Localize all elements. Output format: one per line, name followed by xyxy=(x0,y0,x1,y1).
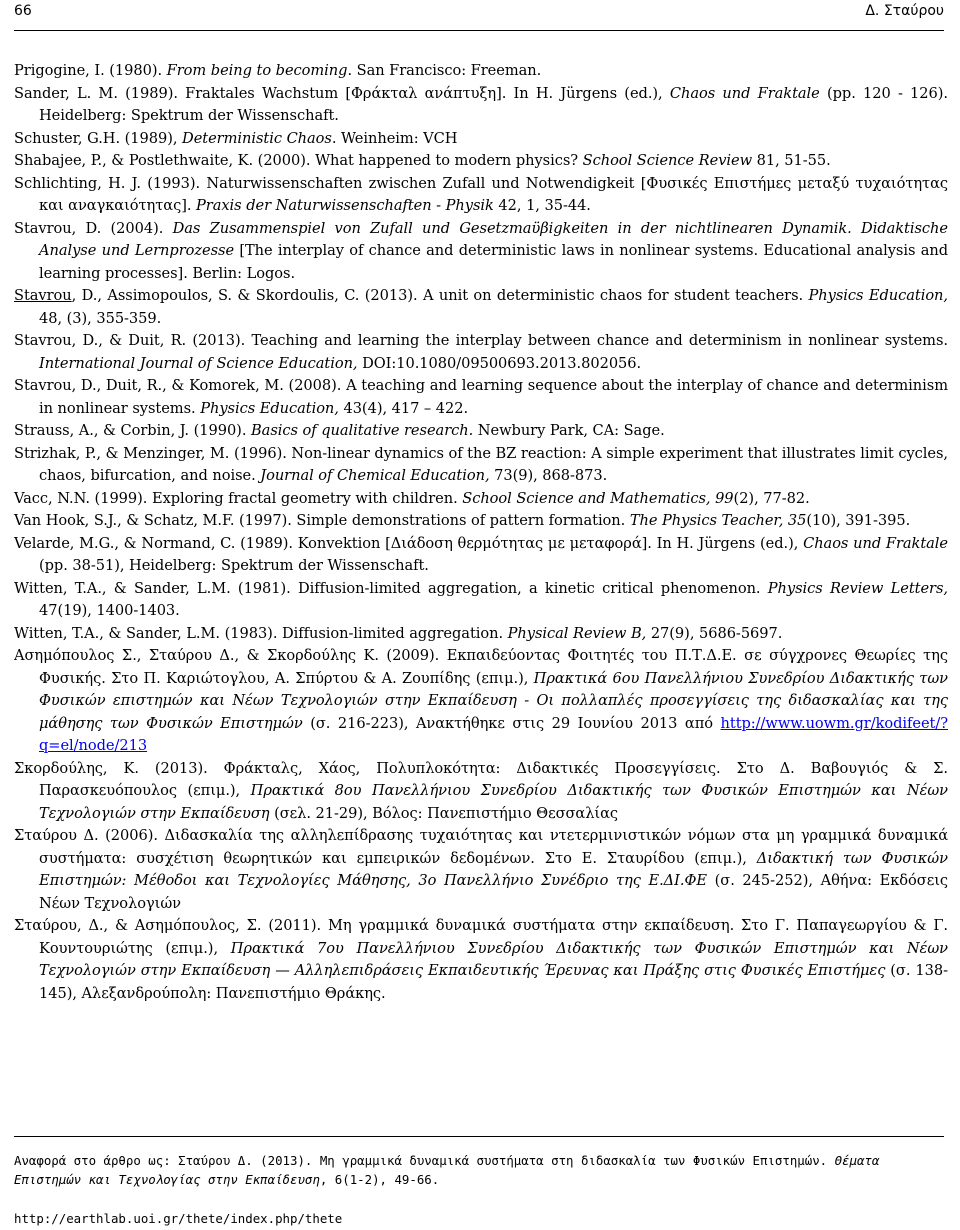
reference-title: Physics Education, xyxy=(808,287,948,304)
reference-title: School Science Review xyxy=(582,152,753,169)
reference-title: Das Zusammenspiel von Zufall und Gesetzmaϋβigkeiten in der nichtlinearen Dynamik. Didaktische Analyse und Lernprozesse xyxy=(39,219,948,259)
reference-entry xyxy=(14,533,948,578)
reference-title: Journal of Chemical Education, xyxy=(260,467,490,484)
reference-entry xyxy=(14,645,948,758)
reference-text: Vacc, N.N. (1999). Exploring fractal geometry with children. xyxy=(14,489,463,507)
reference-details: 48, (3), 355-359. xyxy=(39,309,162,327)
reference-text: Σταύρου, Δ., & Ασημόπουλος, Σ. (2011). Μη γραμμικά δυναμικά συστήματα στην εκπαίδευση. Στο Γ. Παπαγεωργίου & Γ. Κουντουριώτης (επιμ.), xyxy=(14,917,948,957)
reference-title: Πρακτικά 6ου Πανελλήνιου Συνεδρίου Διδακτικής των Φυσικών επιστημών και Νέων Τεχνολογιών στην Εκπαίδευση - Οι πολλαπλές προσεγγίσεις της διδασκαλίας και της μάθησης των Φυσικών Επιστημών xyxy=(39,669,948,732)
reference-entry xyxy=(14,83,948,128)
reference-text: Schlichting, H. J. (1993). Naturwissenschaften zwischen Zufall und Notwendigkeit [Φυσικές Επιστήμες μεταξύ τυχαιότητας και αναγκαιότητας]. xyxy=(14,174,948,214)
reference-text: Strizhak, P., & Menzinger, M. (1996). Non-linear dynamics of the BZ reaction: A simple experiment that illustrates limit cycles, chaos, bifurcation, and noise. xyxy=(14,444,948,484)
reference-title: Physics Education, xyxy=(200,399,339,417)
reference-text: Stavrou, D., Duit, R., & Komorek, M. (2008). A teaching and learning sequence about the interplay of chance and determinism in nonlinear systems. xyxy=(14,377,948,417)
reference-entry xyxy=(14,330,948,375)
reference-entry xyxy=(14,758,948,826)
reference-text: , D., Assimopoulos, S. & Skordoulis, C. (2013). A unit on deterministic chaos for student teachers. xyxy=(71,287,809,304)
reference-title: The Physics Teacher, 35 xyxy=(629,512,807,529)
reference-details: 47(19), 1400-1403. xyxy=(39,602,180,619)
reference-details: [The interplay of chance and deterministic laws in nonlinear systems. Educational analysis and learning processes]. Berlin: Logos. xyxy=(39,242,948,282)
reference-text: Σταύρου Δ. (2006). Διδασκαλία της αλληλεπίδρασης τυχαιότητας και ντετερμινιστικών νόμων στα μη γραμμικά δυναμικά συστήματα: συσχέτιση θεωρητικών και εμπειρικών δεδομένων. Στο Ε. Σταυρίδου (επιμ.), xyxy=(14,827,948,867)
reference-title: Chaos und Fraktale xyxy=(803,534,948,552)
reference-details: (pp. 38-51), Heidelberg: Spektrum der Wissenschaft. xyxy=(39,557,429,574)
reference-details: 81, 51-55. xyxy=(752,152,831,169)
reference-details: (pp. 120 - 126). Heidelberg: Spektrum der Wissenschaft. xyxy=(39,84,948,124)
reference-details: (σ. 138- 145), Αλεξανδρούπολη: Πανεπιστήμιο Θράκης. xyxy=(39,962,948,1002)
reference-text: Velarde, M.G., & Normand, C. (1989). Konvektion [Διάδοση θερμότητας με μεταφορά]. In H. Jürgens (ed.), xyxy=(14,534,804,552)
reference-entry xyxy=(14,915,948,1005)
reference-details: (σ. 216-223), Ανακτήθηκε στις 29 Ιουνίου 2013 από xyxy=(302,714,721,732)
reference-entry xyxy=(14,285,948,330)
reference-title: Chaos und Fraktale xyxy=(669,84,820,102)
reference-title: International Journal of Science Education, xyxy=(39,354,358,372)
citation-note: Αναφορά στο άρθρο ως: Σταύρου Δ. (2013). Μη γραμμικά δυναμικά συστήματα στη διδασκαλία των Φυσικών Επιστημών. Θέματα Επιστημών και Τεχνολογίας στην Εκπαίδευση, 6(1-2), 49-66. xyxy=(14,1153,880,1187)
page-number: 66 xyxy=(14,3,32,19)
reference-details: 42, 1, 35-44. xyxy=(493,197,591,214)
reference-entry xyxy=(14,488,948,511)
page-header xyxy=(14,0,944,31)
reference-title: Deterministic Chaos xyxy=(182,129,332,147)
reference-entry xyxy=(14,623,948,646)
reference-details: 27(9), 5686-5697. xyxy=(646,624,783,642)
reference-text: Stavrou, D. (2004). xyxy=(14,219,173,237)
reference-entry xyxy=(14,60,948,83)
page-footer xyxy=(14,1136,944,1228)
reference-entry xyxy=(14,375,948,420)
reference-details: DOI:10.1080/09500693.2013.802056. xyxy=(357,354,642,372)
reference-text: Shabajee, P., & Postlethwaite, K. (2000). What happened to modern physics? xyxy=(14,152,583,169)
reference-text: Sander, L. M. (1989). Fraktales Wachstum [Φράκταλ ανάπτυξη]. In H. Jürgens (ed.), xyxy=(14,84,670,102)
reference-title: Basics of qualitative research. xyxy=(251,422,474,439)
reference-title: Physical Review B, xyxy=(507,624,647,642)
reference-details: Newbury Park, CA: Sage. xyxy=(473,422,665,439)
reference-entry xyxy=(14,825,948,915)
reference-text: Prigogine, I. (1980). xyxy=(14,62,167,79)
reference-details: . San Francisco: Freeman. xyxy=(347,62,542,79)
reference-details: (σελ. 21-29), Βόλος: Πανεπιστήμιο Θεσσαλίας xyxy=(269,804,619,822)
reference-title: Διδακτική των Φυσικών Επιστημών: Μέθοδοι και Τεχνολογίες Μάθησης, 3ο Πανελλήνιο Συνέδριο της Ε.ΔΙ.ΦΕ xyxy=(39,849,948,889)
reference-title: School Science and Mathematics, 99 xyxy=(462,489,734,507)
running-head-author: Δ. Σταύρου xyxy=(865,3,944,19)
reference-details: 73(9), 868-873. xyxy=(489,467,608,484)
reference-text: Ασημόπουλος Σ., Σταύρου Δ., & Σκορδούλης Κ. (2009). Εκπαιδεύοντας Φοιτητές του Π.Τ.Δ.Ε. σε σύγχρονες Θεωρίες της Φυσικής. Στο Π. Καριώτογλου, Α. Σπύρτου & Α. Ζουπίδης (επιμ.), xyxy=(14,647,948,687)
reference-text: Strauss, A., & Corbin, J. (1990). xyxy=(14,422,251,439)
reference-title: Praxis der Naturwissenschaften - Physik xyxy=(196,197,494,214)
reference-details: (2), 77-82. xyxy=(733,489,810,507)
reference-title: Πρακτικά 7ου Πανελλήνιου Συνεδρίου Διδακτικής των Φυσικών Επιστημών και Νέων Τεχνολογιών στην Εκπαίδευση — Αλληλεπιδράσεις Εκπαιδευτικής Έρευνας και Πράξης στις Φυσικές Επιστήμες xyxy=(39,939,948,979)
reference-text: Schuster, G.H. (1989), xyxy=(14,129,183,147)
reference-entry xyxy=(14,443,948,488)
reference-details: 43(4), 417 – 422. xyxy=(338,399,469,417)
reference-details: . Weinheim: VCH xyxy=(331,129,458,147)
reference-title: Πρακτικά 8ου Πανελλήνιου Συνεδρίου Διδακτικής των Φυσικών Επιστημών και Νέων Τεχνολογιών στην Εκπαίδευση xyxy=(39,782,949,822)
reference-entry xyxy=(14,420,948,443)
reference-details: (10), 391-395. xyxy=(806,512,911,529)
reference-entry xyxy=(14,128,948,151)
reference-entry xyxy=(14,510,948,533)
reference-entry xyxy=(14,218,948,286)
reference-entry xyxy=(14,578,948,623)
reference-link[interactable]: http://www.uowm.gr/kodifeet/?q=el/node/213 xyxy=(39,714,948,754)
reference-list xyxy=(14,60,948,1005)
reference-entry xyxy=(14,150,948,173)
journal-url[interactable]: http://earthlab.uoi.gr/thete/index.php/thete xyxy=(14,1211,343,1226)
reference-title: From being to becoming xyxy=(166,62,348,79)
reference-text: Witten, T.A., & Sander, L.M. (1981). Diffusion-limited aggregation, a kinetic critical phenomenon. xyxy=(14,579,768,597)
reference-entry xyxy=(14,173,948,218)
reference-details: (σ. 245-252), Αθήνα: Εκδόσεις Νέων Τεχνολογιών xyxy=(39,872,948,912)
reference-title: Physics Review Letters, xyxy=(767,579,948,597)
reference-text: Witten, T.A., & Sander, L.M. (1983). Diffusion-limited aggregation. xyxy=(14,624,508,642)
reference-text: Σκορδούλης, Κ. (2013). Φράκταλς, Χάος, Πολυπλοκότητα: Διδακτικές Προσεγγίσεις. Στο Δ. Βαβουγιός & Σ. Παρασκευόπουλος (επιμ.), xyxy=(14,759,948,799)
reference-text: Van Hook, S.J., & Schatz, M.F. (1997). Simple demonstrations of pattern formation. xyxy=(14,512,630,529)
reference-author-underlined: Stavrou xyxy=(14,287,72,304)
reference-text: Stavrou, D., & Duit, R. (2013). Teaching and learning the interplay between chance and determinism in nonlinear systems. xyxy=(14,332,948,349)
